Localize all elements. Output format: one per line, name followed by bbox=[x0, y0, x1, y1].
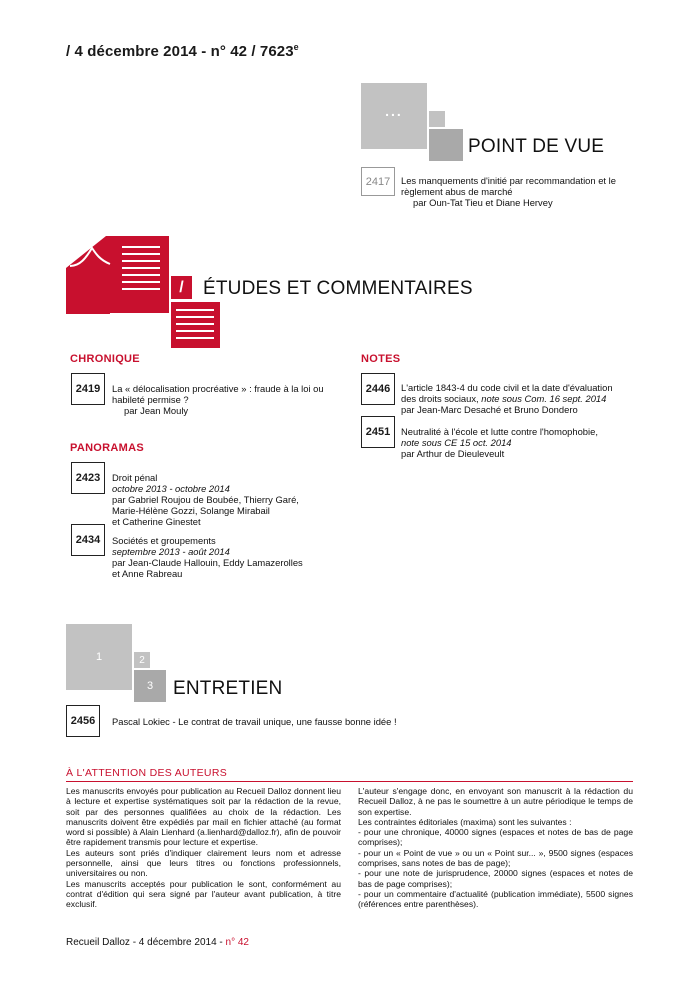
category-notes: NOTES bbox=[361, 353, 401, 365]
entry-title: La « délocalisation procréative » : fraude à la loi ou habileté permise ? bbox=[112, 383, 324, 405]
pdv-square-large bbox=[361, 83, 427, 149]
entry-number: 2417 bbox=[361, 167, 395, 196]
entry-number: 2456 bbox=[66, 705, 100, 737]
entretien-square-2 bbox=[134, 652, 150, 668]
category-panoramas: PANORAMAS bbox=[70, 442, 144, 454]
page-footer bbox=[66, 937, 249, 948]
entry-panorama-2434[interactable] bbox=[112, 535, 352, 579]
entry-entretien-2456[interactable] bbox=[112, 716, 512, 727]
entry-author: par Arthur de Dieuleveult bbox=[401, 448, 505, 459]
attention-column-2 bbox=[358, 786, 633, 910]
entry-number: 2446 bbox=[361, 373, 395, 405]
entry-author: par Jean-Marc Desaché et Bruno Dondero bbox=[401, 404, 578, 415]
entry-author: par Oun-Tat Tieu et Diane Hervey bbox=[413, 197, 553, 208]
entry-author: Marie-Hélène Gozzi, Solange Mirabail bbox=[112, 505, 270, 516]
footer-issue-number: n° 42 bbox=[225, 937, 249, 948]
issue-header bbox=[66, 42, 299, 60]
entry-number: 2451 bbox=[361, 416, 395, 448]
entry-author: par Jean Mouly bbox=[124, 405, 189, 416]
entry-period: octobre 2013 - octobre 2014 bbox=[112, 483, 230, 494]
entry-period: septembre 2013 - août 2014 bbox=[112, 546, 230, 557]
attention-column-1 bbox=[66, 786, 341, 910]
entretien-square-1 bbox=[66, 624, 132, 690]
pdv-square-small bbox=[429, 111, 445, 127]
entry-note-2446[interactable] bbox=[401, 382, 641, 415]
pdv-square-mid bbox=[429, 129, 463, 161]
issue-sup: e bbox=[293, 42, 299, 52]
entry-title: Droit pénal bbox=[112, 472, 158, 483]
attention-paragraph: Les auteurs sont priés d'indiquer clairement leurs nom et adresse personnelle, ainsi que leurs titres ou fonctions professionnels, universitaires ou non. bbox=[66, 847, 341, 879]
entry-title: Pascal Lokiec - Le contrat de travail unique, une fausse bonne idée ! bbox=[112, 716, 397, 727]
attention-paragraph: - pour un commentaire d'actualité (publication immédiate), 5500 signes (références entre parenthèses). bbox=[358, 888, 633, 910]
attention-title: À L'ATTENTION DES AUTEURS bbox=[66, 767, 228, 779]
entry-author: par Jean-Claude Hallouin, Eddy Lamazerolles bbox=[112, 557, 303, 568]
attention-paragraph: Les manuscrits acceptés pour publication le sont, conformément au contrat d'édition qui sera signé par l'auteur avant publication, à titre exclusif. bbox=[66, 878, 341, 910]
entry-title: Sociétés et groupements bbox=[112, 535, 216, 546]
entry-author: et Catherine Ginestet bbox=[112, 516, 201, 527]
attention-paragraph: L'auteur s'engage donc, en envoyant son manuscrit à la rédaction du Recueil Dalloz, à ne pas le soumettre à un autre périodique le temps de son expertise. bbox=[358, 786, 633, 817]
entry-author: et Anne Rabreau bbox=[112, 568, 183, 579]
entry-number: 2423 bbox=[71, 462, 105, 494]
entry-author: par Gabriel Roujou de Boubée, Thierry Garé, bbox=[112, 494, 299, 505]
entry-ref: note sous Com. 16 sept. 2014 bbox=[481, 393, 607, 404]
entretien-icon-label: 2 bbox=[139, 654, 145, 666]
attention-paragraph: - pour un « Point de vue » ou un « Point sur... », 9500 signes (espaces comprises, sans notes de bas de page); bbox=[358, 847, 633, 869]
entry-title: Les manquements d'initié par recommandation et le règlement abus de marché bbox=[401, 175, 616, 197]
entry-note-2451[interactable] bbox=[401, 426, 641, 459]
attention-paragraph: - pour une chronique, 40000 signes (espaces et notes de bas de page comprises); bbox=[358, 827, 633, 848]
section-title-point-de-vue: POINT DE VUE bbox=[468, 136, 605, 157]
entry-panorama-2423[interactable] bbox=[112, 472, 352, 527]
footer-text: Recueil Dalloz - 4 décembre 2014 - bbox=[66, 937, 226, 948]
pdv-dots: ... bbox=[385, 103, 403, 119]
issue-text: / 4 décembre 2014 - n° 42 / 7623 bbox=[66, 43, 294, 60]
entry-chronique-2419[interactable] bbox=[112, 383, 352, 416]
section-title-entretien: ENTRETIEN bbox=[173, 678, 283, 699]
attention-rule bbox=[66, 781, 633, 782]
slash-glyph: / bbox=[179, 279, 184, 296]
entretien-icon-label: 3 bbox=[146, 680, 154, 692]
etudes-page-front bbox=[171, 302, 220, 348]
attention-paragraph: Les contraintes éditoriales (maxima) sont les suivantes : bbox=[358, 816, 572, 827]
attention-paragraph: - pour une note de jurisprudence, 20000 signes (espaces et notes de bas de page comprises); bbox=[358, 868, 633, 889]
attention-paragraph: Les manuscrits envoyés pour publication au Recueil Dalloz donnent lieu à lecture et expertise systématiques soit par la rédaction de la revue, soit par des personnes qualifiées au choix de la rédaction. Les manuscrits doivent être expédiés par mail en fichier attaché (au format word si possible) à Alain Lienhard (a.lienhard@dalloz.fr), afin de pouvoir être rapidement transmis pour lecture et expertise. bbox=[66, 786, 341, 848]
etudes-slash-box bbox=[171, 276, 192, 299]
entretien-icon-label: 1 bbox=[95, 651, 103, 663]
entry-title: Neutralité à l'école et lutte contre l'homophobie, bbox=[401, 426, 598, 437]
entry-ref: note sous CE 15 oct. 2014 bbox=[401, 437, 512, 448]
entry-title-cont: des droits sociaux, bbox=[401, 393, 479, 404]
entry-pdv-2417[interactable] bbox=[401, 175, 631, 208]
entry-number: 2434 bbox=[71, 524, 105, 556]
entretien-square-3 bbox=[134, 670, 166, 702]
category-chronique: CHRONIQUE bbox=[70, 353, 140, 365]
etudes-page-curl-icon bbox=[66, 236, 126, 314]
entry-number: 2419 bbox=[71, 373, 105, 405]
entry-title: L'article 1843-4 du code civil et la date d'évaluation bbox=[401, 382, 613, 393]
section-title-etudes: ÉTUDES ET COMMENTAIRES bbox=[203, 278, 473, 299]
